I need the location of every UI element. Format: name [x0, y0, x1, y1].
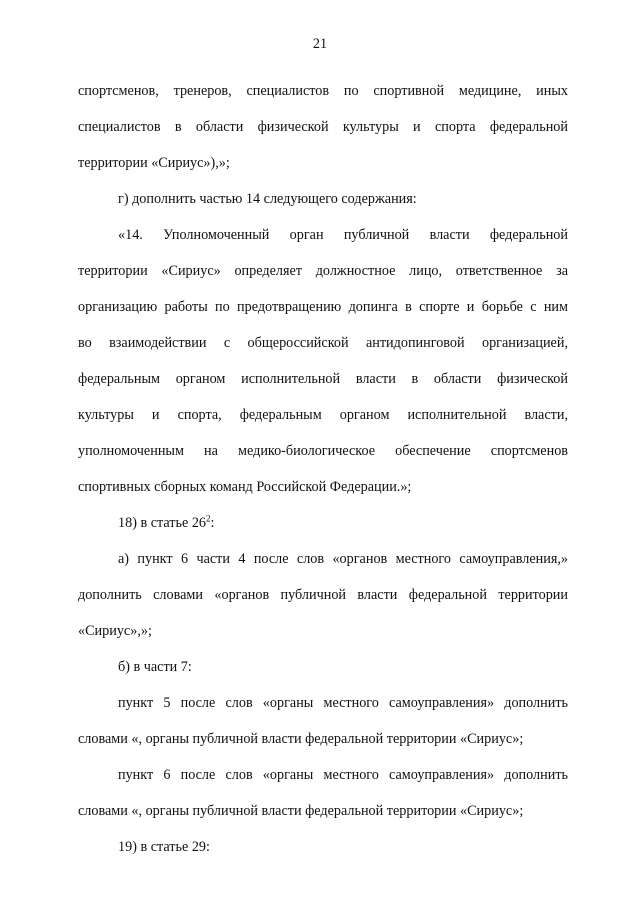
text-line: территории «Сириус»),»;: [78, 155, 230, 171]
text-line: «Сириус»,»;: [78, 623, 152, 639]
text-line: б) в части 7:: [118, 659, 192, 675]
text-line: уполномоченным на медико-биологическое обеспечение спортсменов: [78, 443, 568, 459]
text-line: во взаимодействии с общероссийской антидопинговой организацией,: [78, 335, 568, 351]
text-line: спортивных сборных команд Российской Федерации.»;: [78, 479, 412, 495]
text-line: культуры и спорта, федеральным органом исполнительной власти,: [78, 407, 568, 423]
text-line: специалистов в области физической культуры и спорта федеральной: [78, 119, 568, 135]
text-line: территории «Сириус» определяет должностное лицо, ответственное за: [78, 263, 568, 279]
article-heading-colon: :: [210, 515, 215, 531]
text-line: 19) в статье 29:: [118, 839, 210, 855]
article-superscript: 2: [206, 513, 211, 524]
text-line: спортсменов, тренеров, специалистов по спортивной медицине, иных: [78, 83, 568, 99]
text-line: г) дополнить частью 14 следующего содержания:: [118, 191, 417, 207]
text-line: организацию работы по предотвращению допинга в спорте и борьбе с ним: [78, 299, 568, 315]
article-heading-text: 18) в статье 26: [118, 515, 207, 531]
page-number: 21: [312, 36, 328, 52]
text-line: пункт 6 после слов «органы местного самоуправления» дополнить: [118, 767, 568, 783]
text-line: дополнить словами «органов публичной власти федеральной территории: [78, 587, 568, 603]
text-line: словами «, органы публичной власти федеральной территории «Сириус»;: [78, 731, 524, 747]
text-line: федеральным органом исполнительной власти в области физической: [78, 371, 568, 387]
text-line: «14. Уполномоченный орган публичной власти федеральной: [118, 227, 568, 243]
article-heading-line: [118, 514, 214, 532]
text-line: словами «, органы публичной власти федеральной территории «Сириус»;: [78, 803, 524, 819]
text-line: пункт 5 после слов «органы местного самоуправления» дополнить: [118, 695, 568, 711]
text-line: а) пункт 6 части 4 после слов «органов местного самоуправления,»: [118, 551, 568, 567]
